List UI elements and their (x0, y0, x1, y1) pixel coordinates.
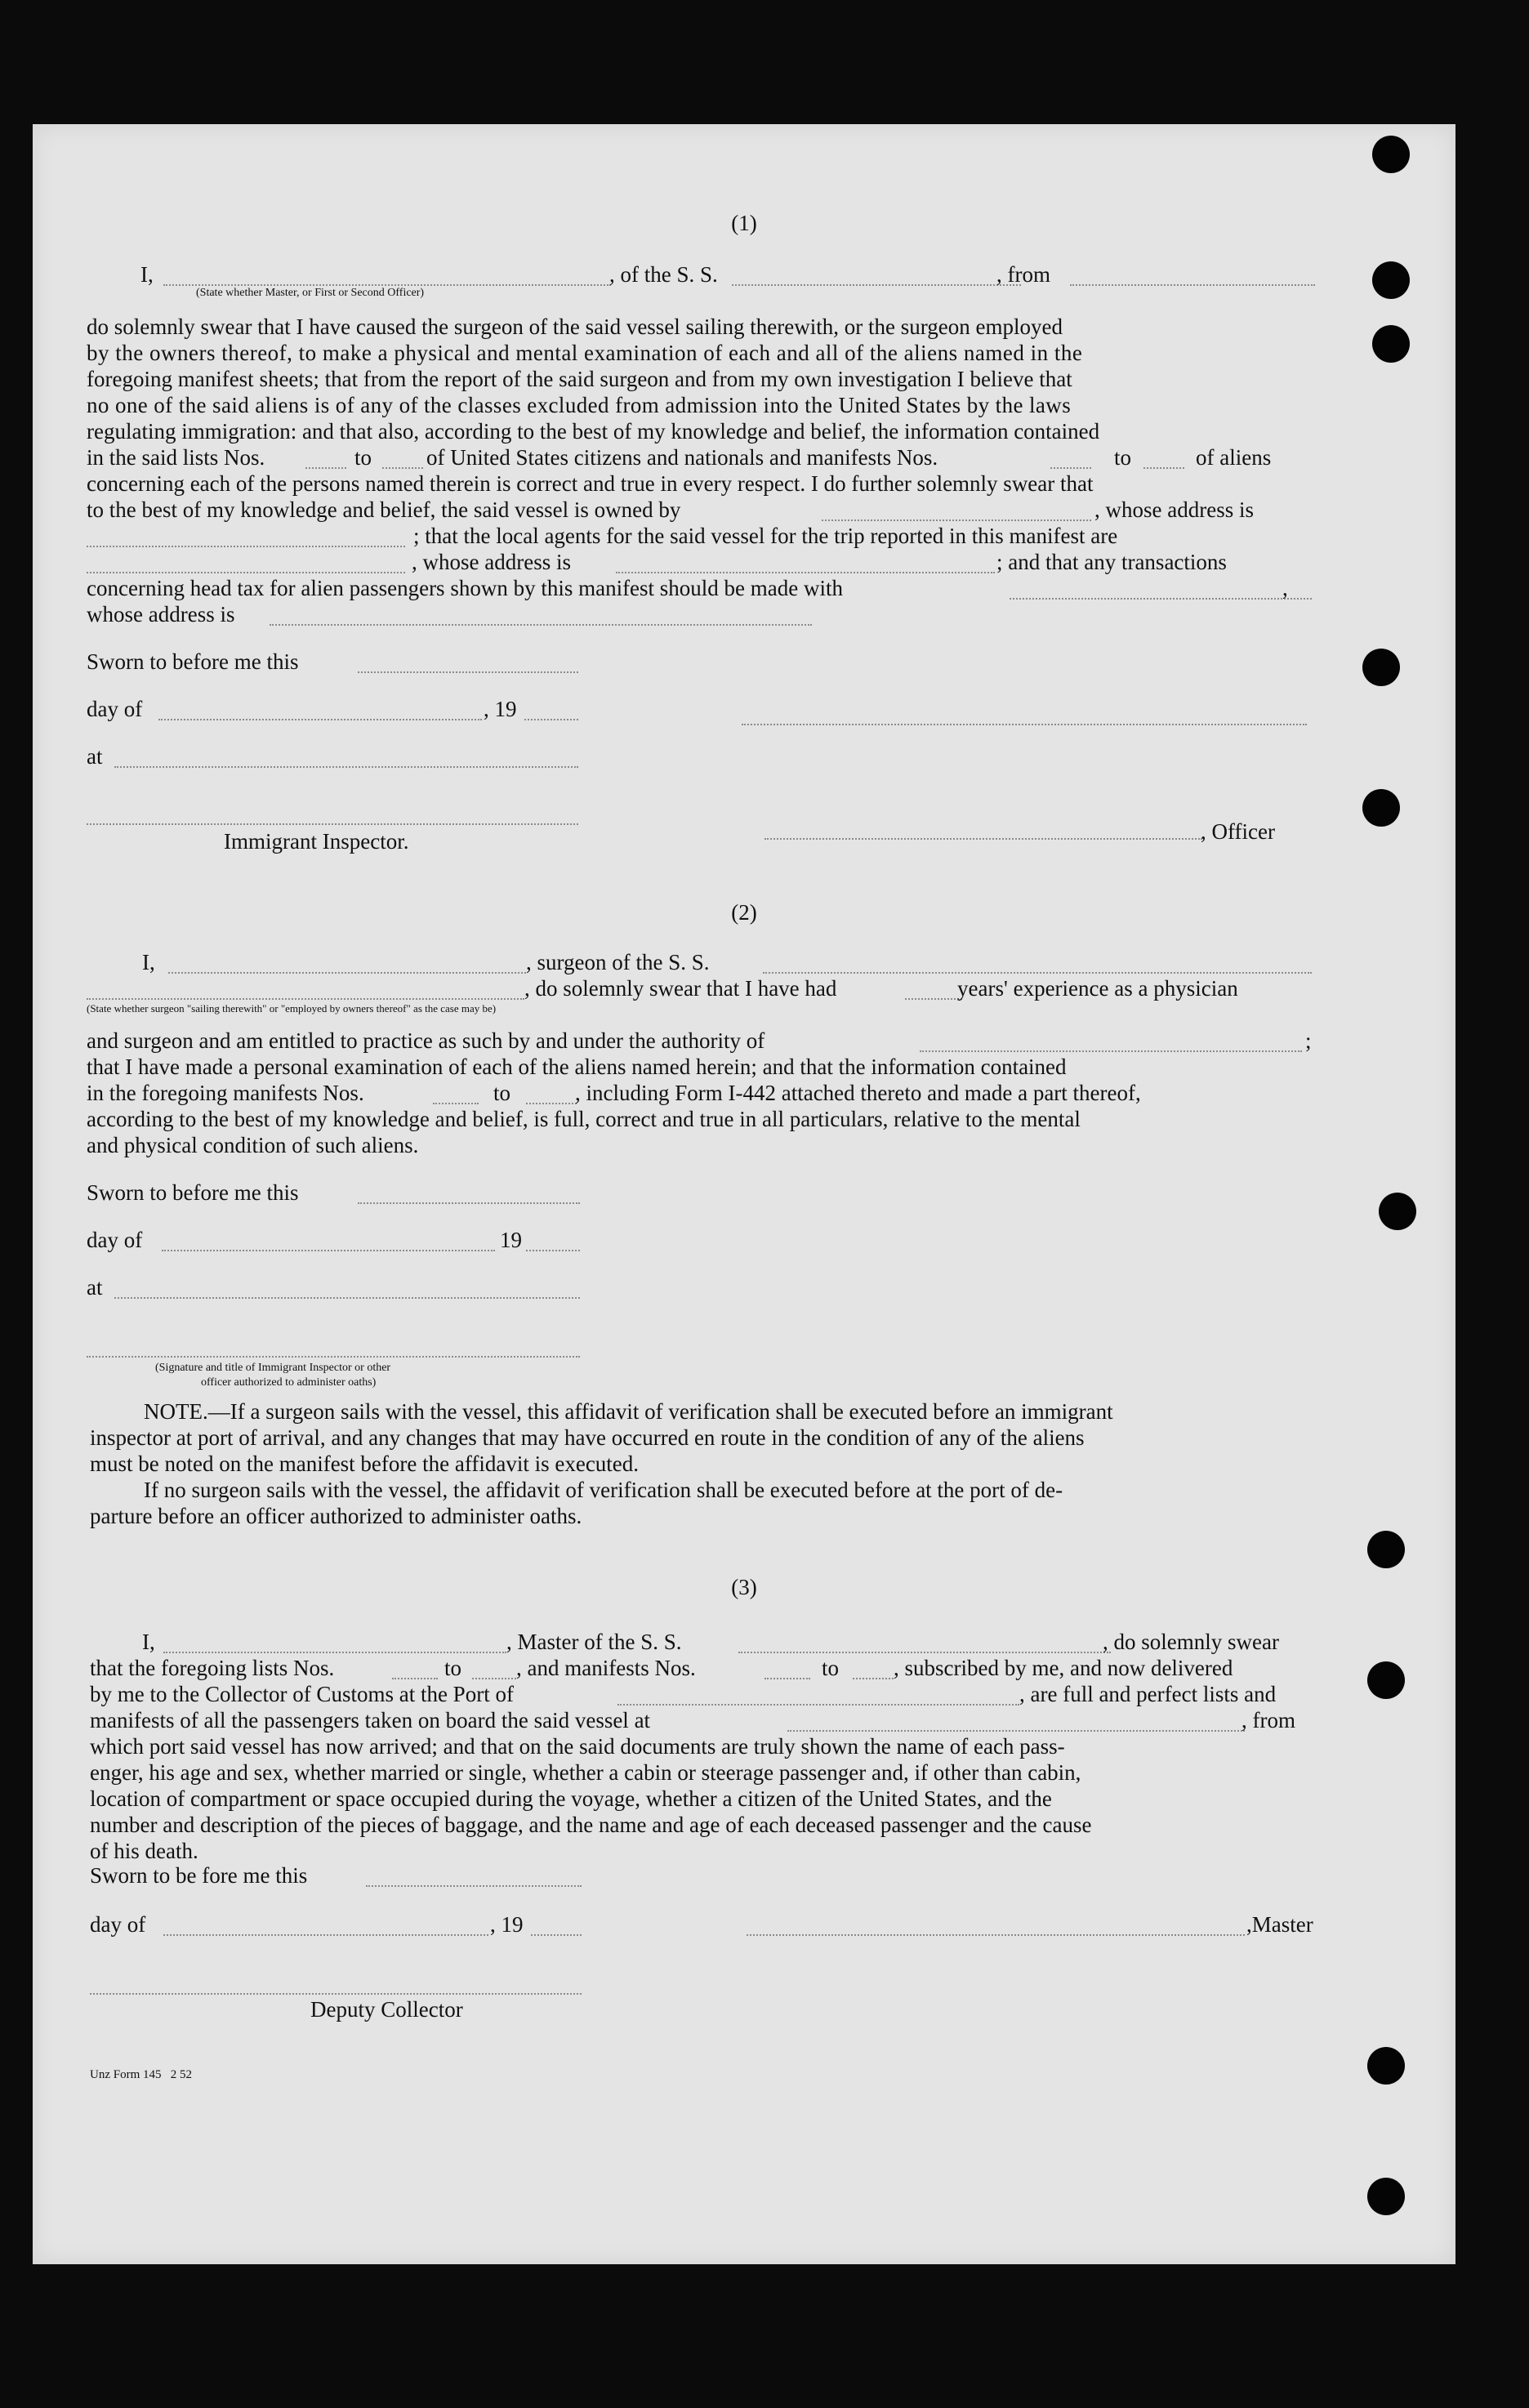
sec1-owner-field[interactable] (822, 520, 1091, 521)
sec2-years: years' experience as a physician (957, 976, 1238, 1001)
sec1-year-field[interactable] (524, 719, 578, 720)
sec2-surgeon-of-ss: , surgeon of the S. S. (526, 950, 710, 974)
sec2-authority-field[interactable] (920, 1050, 1302, 1052)
note-line-5: parture before an officer authorized to administer oaths. (90, 1504, 582, 1528)
sec1-line-6c: of United States citizens and nationals and manifests Nos. (426, 445, 938, 470)
sec1-line-6e: of aliens (1196, 445, 1272, 470)
sec3-master-sig-label: ,Master (1246, 1912, 1313, 1937)
sec1-at-field[interactable] (114, 766, 578, 768)
sec2-year: 19 (500, 1228, 522, 1252)
sec3-i: I, (142, 1630, 155, 1654)
sec1-i: I, (140, 262, 154, 287)
sec2-vessel-field[interactable] (763, 972, 1312, 974)
form-number: Unz Form 145 2 52 (90, 2068, 192, 2081)
sec3-line-8: of his death. (90, 1839, 198, 1863)
sec1-headtax-field[interactable] (1010, 598, 1312, 600)
sec3-embark-port-field[interactable] (787, 1730, 1245, 1732)
sec2-status-subnote: (State whether surgeon "sailing therewith" or "employed by owners thereof" as the case may be) (87, 1002, 497, 1014)
punch-hole-3 (1372, 325, 1410, 363)
sec1-line-6a: in the said lists Nos. (87, 445, 265, 470)
sec1-lists-to-field[interactable] (382, 467, 423, 469)
punch-hole-7 (1367, 1531, 1405, 1568)
sec2-signature-field[interactable] (87, 1356, 580, 1358)
sec2-line-1: and surgeon and am entitled to practice as such by and under the authority of (87, 1028, 765, 1053)
note-line-4: If no surgeon sails with the vessel, the affidavit of verification shall be executed before at the port of de- (144, 1478, 1063, 1502)
sec2-surgeon-name-field[interactable] (168, 972, 526, 974)
sec3-master-signature-field[interactable] (747, 1934, 1245, 1936)
sec1-line-6d: to (1114, 445, 1132, 470)
sec1-manifests-to-field[interactable] (1143, 467, 1184, 469)
sec1-officer: , Officer (1201, 819, 1275, 844)
sec2-line-3c: , including Form I-442 attached thereto and made a part thereof, (575, 1081, 1141, 1105)
sec1-headtax-address-field[interactable] (270, 624, 812, 626)
sec2-dayof: day of (87, 1228, 143, 1252)
sec2-line-4: according to the best of my knowledge and belief, is full, correct and true in all particulars, relative to the mental (87, 1107, 1081, 1131)
sec1-line-10b: ; and that any transactions (996, 550, 1227, 574)
sec3-dayof: day of (90, 1912, 146, 1937)
sec1-dayof: day of (87, 697, 143, 721)
sec2-sworn-field[interactable] (358, 1202, 580, 1204)
sec1-day-field[interactable] (158, 719, 482, 720)
sec1-sworn-field[interactable] (358, 671, 578, 673)
sec1-manifests-from-field[interactable] (1050, 467, 1091, 469)
sec1-at: at (87, 744, 103, 769)
sec1-line-9: ; that the local agents for the said vessel for the trip reported in this manifest are (413, 524, 1118, 548)
sec2-at: at (87, 1275, 103, 1300)
sec1-from: , from (996, 262, 1050, 287)
sec2-swear: , do solemnly swear that I have had (524, 976, 837, 1001)
sec3-manifests-to-field[interactable] (853, 1678, 894, 1679)
sec1-vessel-field[interactable] (732, 284, 1021, 286)
sec3-line-7: number and description of the pieces of baggage, and the name and age of each deceased passenger and the cause (90, 1813, 1092, 1837)
sec1-line-8b: , whose address is (1094, 497, 1254, 522)
sec1-line-4: no one of the said aliens is of any of the classes excluded from admission into the United States by the laws (87, 393, 1072, 417)
sec1-line-11a: concerning head tax for alien passengers shown by this manifest should be made with (87, 576, 844, 600)
sec1-officer-signature-top[interactable] (742, 724, 1307, 725)
sec3-manifests-from-field[interactable] (764, 1678, 810, 1679)
sec1-line-7: concerning each of the persons named therein is correct and true in every respect. I do further solemnly swear that (87, 471, 1094, 496)
sec1-lists-from-field[interactable] (305, 467, 346, 469)
note-line-1: NOTE.—If a surgeon sails with the vessel, this affidavit of verification shall be executed before an immigrant (144, 1399, 1113, 1424)
sec1-agents-field[interactable] (87, 572, 405, 573)
sec3-master-name-field[interactable] (163, 1652, 506, 1653)
sec3-vessel-field[interactable] (738, 1652, 1111, 1653)
sec3-line-1b: to (444, 1656, 462, 1680)
sec3-deputy: Deputy Collector (310, 1997, 463, 2022)
punch-hole-4 (1362, 649, 1400, 686)
section-1-number: (1) (731, 211, 757, 235)
punch-hole-9 (1367, 2047, 1405, 2085)
sec3-line-1a: that the foregoing lists Nos. (90, 1656, 335, 1680)
sec3-deputy-signature-field[interactable] (90, 1993, 582, 1995)
punch-hole-8 (1367, 1661, 1405, 1699)
sec3-port-field[interactable] (617, 1704, 1019, 1706)
sec3-line-3a: manifests of all the passengers taken on board the said vessel at (90, 1708, 651, 1732)
sec1-officer-signature-field[interactable] (764, 838, 1202, 840)
punch-hole-2 (1372, 261, 1410, 299)
sec3-line-1c: , and manifests Nos. (516, 1656, 696, 1680)
sec1-owner-address-field[interactable] (87, 546, 405, 547)
punch-hole-10 (1367, 2178, 1405, 2215)
punch-hole-5 (1362, 789, 1400, 827)
sec2-years-field[interactable] (905, 998, 962, 1000)
sec3-line-5: enger, his age and sex, whether married or single, whether a cabin or steerage passenger and, if other than cabin, (90, 1760, 1081, 1785)
sec1-line-3: foregoing manifest sheets; that from the report of the said surgeon and from my own investigation I believe that (87, 367, 1072, 391)
sec3-line-3b: , from (1241, 1708, 1295, 1732)
sec3-line-4: which port said vessel has now arrived; and that on the said documents are truly shown the name of each pass- (90, 1734, 1065, 1759)
sec3-year: , 19 (490, 1912, 524, 1937)
sec1-from-field[interactable] (1070, 284, 1315, 286)
sec1-line-8a: to the best of my knowledge and belief, the said vessel is owned by (87, 497, 681, 522)
sec3-master-of-ss: , Master of the S. S. (506, 1630, 682, 1654)
sec1-line-10a: , whose address is (412, 550, 571, 574)
section-3-number: (3) (731, 1575, 757, 1599)
sec1-line-2: by the owners thereof, to make a physical and mental examination of each and all of the aliens named in the (87, 341, 1083, 365)
sec2-line-3a: in the foregoing manifests Nos. (87, 1081, 364, 1105)
sec3-line-6: location of compartment or space occupied during the voyage, whether a citizen of the United States, and the (90, 1786, 1052, 1811)
sec2-line-1b: ; (1305, 1028, 1312, 1053)
sec1-line-11b: , (1282, 576, 1288, 600)
sec2-signature-note-1: (Signature and title of Immigrant Inspector or other (155, 1362, 391, 1374)
sec2-day-field[interactable] (162, 1250, 495, 1251)
sec2-status-field[interactable] (87, 998, 524, 1000)
sec1-officer-subnote: (State whether Master, or First or Second Officer) (196, 287, 425, 299)
sec3-sworn: Sworn to be fore me this (90, 1863, 308, 1888)
sec1-line-5: regulating immigration: and that also, according to the best of my knowledge and belief, the information contained (87, 419, 1100, 444)
sec2-line-2: that I have made a personal examination of each of the aliens named herein; and that the information contained (87, 1055, 1067, 1079)
sec3-lists-from-field[interactable] (392, 1678, 438, 1679)
sec1-inspector-signature-field[interactable] (87, 823, 578, 825)
note-line-3: must be noted on the manifest before the affidavit is executed. (90, 1451, 640, 1476)
sec1-year: , 19 (484, 697, 517, 721)
sec2-sworn: Sworn to before me this (87, 1180, 299, 1205)
sec1-line-12: whose address is (87, 602, 235, 627)
sec3-year-field[interactable] (531, 1934, 582, 1936)
sec1-of-ss: , of the S. S. (609, 262, 718, 287)
punch-hole-6 (1379, 1193, 1416, 1230)
sec2-manifests-from-field[interactable] (433, 1103, 479, 1104)
sec1-sworn: Sworn to before me this (87, 649, 299, 674)
section-2-number: (2) (731, 900, 757, 925)
sec3-swear: , do solemnly swear (1103, 1630, 1279, 1654)
sec1-inspector: Immigrant Inspector. (224, 829, 409, 854)
sec2-i: I, (142, 950, 155, 974)
sec2-line-3b: to (493, 1081, 511, 1105)
note-line-2: inspector at port of arrival, and any changes that may have occurred en route in the condition of any of the aliens (90, 1425, 1085, 1450)
sec3-line-2b: , are full and perfect lists and (1019, 1682, 1277, 1706)
sec3-line-2a: by me to the Collector of Customs at the Port of (90, 1682, 514, 1706)
sec1-line-6b: to (354, 445, 372, 470)
punch-hole-1 (1372, 136, 1410, 173)
sec2-at-field[interactable] (114, 1297, 580, 1299)
sec2-signature-note-2: officer authorized to administer oaths) (201, 1376, 377, 1389)
sec3-sworn-field[interactable] (366, 1885, 582, 1887)
sec3-line-1d: to (822, 1656, 840, 1680)
sec2-year-field[interactable] (526, 1250, 580, 1251)
sec2-manifests-to-field[interactable] (526, 1103, 577, 1104)
sec1-agents-address-field[interactable] (616, 572, 995, 573)
form-page (33, 124, 1455, 2264)
sec1-line-1: do solemnly swear that I have caused the surgeon of the said vessel sailing therewith, or the surgeon employed (87, 314, 1063, 339)
sec3-day-field[interactable] (163, 1934, 488, 1936)
sec2-line-5: and physical condition of such aliens. (87, 1133, 419, 1157)
sec3-line-1e: , subscribed by me, and now delivered (894, 1656, 1233, 1680)
sec3-lists-to-field[interactable] (472, 1678, 516, 1679)
